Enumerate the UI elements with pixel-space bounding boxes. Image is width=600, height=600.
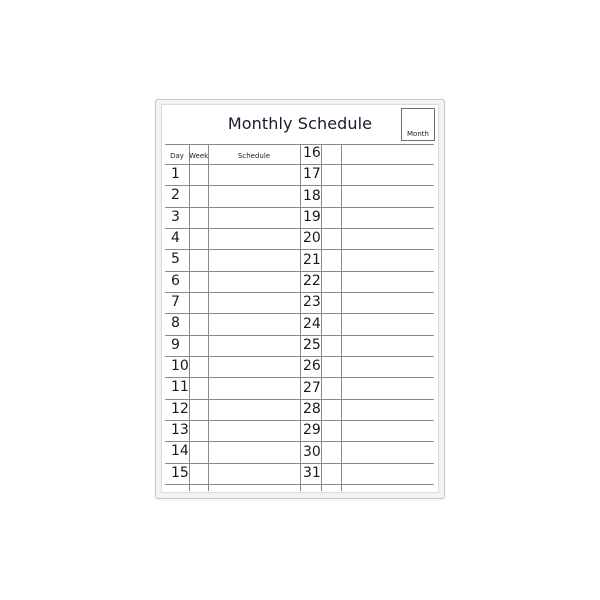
- day-number: 15: [171, 465, 189, 481]
- day-number: 2: [171, 187, 180, 203]
- grid-column-rule: [341, 144, 342, 491]
- day-number: 3: [171, 209, 180, 225]
- grid-column-rule: [321, 144, 322, 491]
- board-title: Monthly Schedule: [227, 114, 373, 133]
- day-number: 11: [171, 379, 189, 395]
- day-number: 21: [303, 252, 321, 268]
- grid-column-rule: [189, 144, 190, 491]
- day-number: 22: [303, 273, 321, 289]
- schedule-header: Schedule: [237, 152, 271, 160]
- day-number: 25: [303, 337, 321, 353]
- day-number: 24: [303, 316, 321, 332]
- month-box: [401, 108, 435, 141]
- day-number: 17: [303, 166, 321, 182]
- day-number: 4: [171, 230, 180, 246]
- week-header: Week: [189, 152, 209, 160]
- grid-column-rule: [208, 144, 209, 491]
- day-header: Day: [170, 152, 184, 160]
- day-number: 7: [171, 294, 180, 310]
- day-number: 5: [171, 251, 180, 267]
- day-number: 6: [171, 273, 180, 289]
- day-number: 30: [303, 444, 321, 460]
- day-number: 28: [303, 401, 321, 417]
- day-number: 26: [303, 358, 321, 374]
- day-number: 13: [171, 422, 189, 438]
- day-number: 29: [303, 422, 321, 438]
- day-number: 18: [303, 188, 321, 204]
- day-number: 8: [171, 315, 180, 331]
- day-number: 10: [171, 358, 189, 374]
- day-number: 14: [171, 443, 189, 459]
- day-number: 20: [303, 230, 321, 246]
- day-number: 9: [171, 337, 180, 353]
- day-number: 1: [171, 166, 180, 182]
- day-number: 23: [303, 294, 321, 310]
- grid-column-rule: [300, 144, 301, 491]
- day-number: 16: [303, 145, 321, 161]
- day-number: 27: [303, 380, 321, 396]
- day-number: 19: [303, 209, 321, 225]
- day-number: 12: [171, 401, 189, 417]
- day-number: 31: [303, 465, 321, 481]
- month-label: Month: [407, 130, 429, 138]
